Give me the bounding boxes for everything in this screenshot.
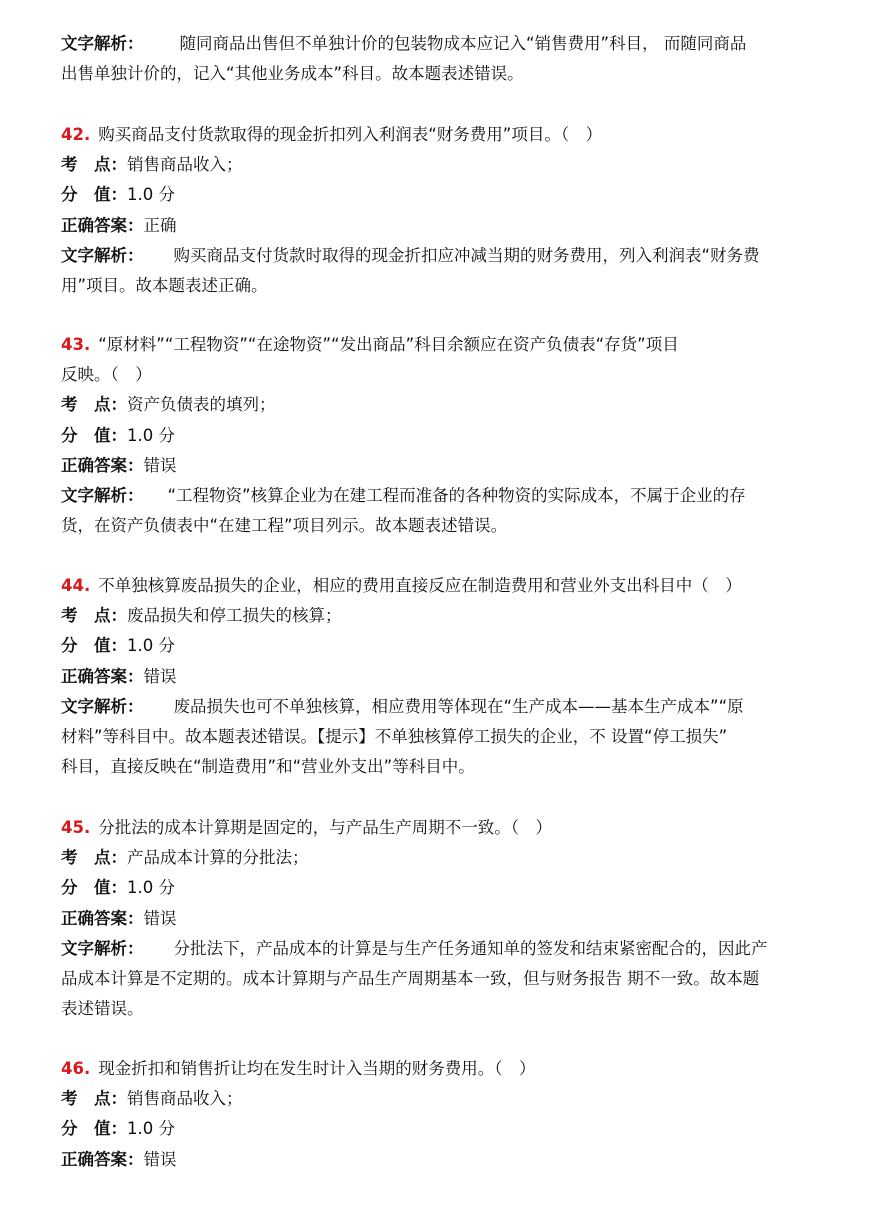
score-label: 分 值： bbox=[61, 636, 127, 655]
knowledge-point-value: 废品损失和停工损失的核算； bbox=[127, 606, 342, 625]
question-text-line bbox=[61, 817, 813, 839]
knowledge-point-value: 销售商品收入； bbox=[127, 155, 243, 174]
question-text: 不单独核算废品损失的企业，相应的费用直接反应在制造费用和营业外支出科目中（ ） bbox=[98, 576, 742, 595]
answer-label: 正确答案： bbox=[61, 667, 144, 686]
answer-row bbox=[61, 666, 813, 688]
knowledge-point-label: 考 点： bbox=[61, 848, 127, 867]
question-text-line bbox=[61, 334, 813, 356]
answer-row bbox=[61, 1149, 813, 1171]
knowledge-point-value: 销售商品收入； bbox=[127, 1089, 243, 1108]
answer-row bbox=[61, 215, 813, 237]
score-row bbox=[61, 877, 813, 899]
knowledge-point-label: 考 点： bbox=[61, 395, 127, 414]
analysis-line bbox=[61, 968, 813, 990]
score-value: 1.0 分 bbox=[127, 185, 175, 204]
question-text-line bbox=[61, 364, 813, 386]
knowledge-point-label: 考 点： bbox=[61, 155, 127, 174]
answer-value: 错误 bbox=[143, 909, 177, 928]
score-row bbox=[61, 425, 813, 447]
knowledge-point-row bbox=[61, 847, 813, 869]
intro-analysis-text-1: 随同商品出售但不单独计价的包装物成本应记入“销售费用”科目， 而随同商品 bbox=[179, 34, 747, 53]
score-value: 1.0 分 bbox=[127, 1119, 175, 1138]
score-label: 分 值： bbox=[61, 185, 127, 204]
knowledge-point-label: 考 点： bbox=[61, 1089, 127, 1108]
analysis-line bbox=[61, 756, 813, 778]
answer-value: 错误 bbox=[143, 667, 177, 686]
score-row bbox=[61, 184, 813, 206]
analysis-text: 科目，直接反映在“制造费用”和“营业外支出”等科目中。 bbox=[61, 757, 475, 776]
question-text: 现金折扣和销售折让均在发生时计入当期的财务费用。（ ） bbox=[98, 1059, 536, 1078]
analysis-text: 品成本计算是不定期的。成本计算期与产品生产周期基本一致，但与财务报告 期不一致。故本题 bbox=[61, 969, 760, 988]
knowledge-point-row bbox=[61, 394, 813, 416]
analysis-text: 材料”等科目中。故本题表述错误。【提示】不单独核算停工损失的企业，不 设置“停工损失” bbox=[61, 727, 728, 746]
analysis-text: 用”项目。故本题表述正确。 bbox=[61, 276, 268, 295]
answer-value: 错误 bbox=[143, 456, 177, 475]
question-number: 46. bbox=[61, 1059, 91, 1078]
question-number: 43. bbox=[61, 335, 91, 354]
analysis-label: 文字解析： bbox=[61, 939, 144, 958]
analysis-text: 购买商品支付货款时取得的现金折扣应冲减当期的财务费用，列入利润表“财务费 bbox=[173, 246, 760, 265]
analysis-text: 分批法下，产品成本的计算是与生产任务通知单的签发和结束紧密配合的，因此产 bbox=[173, 939, 768, 958]
question-text: “原材料”“工程物资”“在途物资”“发出商品”科目余额应在资产负债表“存货”项目 bbox=[98, 335, 679, 354]
analysis-line bbox=[61, 275, 813, 297]
score-label: 分 值： bbox=[61, 878, 127, 897]
analysis-line bbox=[61, 696, 813, 718]
question-number: 45. bbox=[61, 818, 91, 837]
knowledge-point-value: 产品成本计算的分批法； bbox=[127, 848, 309, 867]
analysis-text: 货，在资产负债表中“在建工程”项目列示。故本题表述错误。 bbox=[61, 516, 508, 535]
answer-value: 正确 bbox=[143, 216, 177, 235]
question-text-line bbox=[61, 575, 813, 597]
answer-label: 正确答案： bbox=[61, 909, 144, 928]
question-text-line bbox=[61, 124, 813, 146]
answer-row bbox=[61, 455, 813, 477]
analysis-text: 表述错误。 bbox=[61, 999, 144, 1018]
intro-analysis-line-2: 出售单独计价的，记入“其他业务成本”科目。故本题表述错误。 bbox=[61, 64, 524, 83]
analysis-line bbox=[61, 245, 813, 267]
analysis-label: 文字解析： bbox=[61, 246, 144, 265]
knowledge-point-label: 考 点： bbox=[61, 606, 127, 625]
knowledge-point-row bbox=[61, 154, 813, 176]
answer-value: 错误 bbox=[143, 1150, 177, 1169]
question-text: 反映。（ ） bbox=[61, 365, 152, 384]
analysis-line bbox=[61, 515, 813, 537]
score-row bbox=[61, 1118, 813, 1140]
question-text-line bbox=[61, 1058, 813, 1080]
knowledge-point-row bbox=[61, 1088, 813, 1110]
score-row bbox=[61, 635, 813, 657]
answer-label: 正确答案： bbox=[61, 216, 144, 235]
analysis-text: “工程物资”核算企业为在建工程而准备的各种物资的实际成本，不属于企业的存 bbox=[167, 486, 746, 505]
analysis-label: 文字解析： bbox=[61, 697, 144, 716]
knowledge-point-value: 资产负债表的填列； bbox=[127, 395, 276, 414]
answer-label: 正确答案： bbox=[61, 1150, 144, 1169]
analysis-text: 废品损失也可不单独核算，相应费用等体现在“生产成本——基本生产成本”“原 bbox=[173, 697, 744, 716]
answer-row bbox=[61, 908, 813, 930]
score-value: 1.0 分 bbox=[127, 426, 175, 445]
analysis-line bbox=[61, 485, 813, 507]
question-text: 购买商品支付货款取得的现金折扣列入利润表“财务费用”项目。（ ） bbox=[98, 125, 603, 144]
analysis-label: 文字解析： bbox=[61, 34, 144, 53]
analysis-line bbox=[61, 938, 813, 960]
score-label: 分 值： bbox=[61, 426, 127, 445]
score-label: 分 值： bbox=[61, 1119, 127, 1138]
analysis-line bbox=[61, 998, 813, 1020]
knowledge-point-row bbox=[61, 605, 813, 627]
score-value: 1.0 分 bbox=[127, 878, 175, 897]
analysis-line bbox=[61, 726, 813, 748]
score-value: 1.0 分 bbox=[127, 636, 175, 655]
question-number: 42. bbox=[61, 125, 91, 144]
analysis-label: 文字解析： bbox=[61, 486, 144, 505]
answer-label: 正确答案： bbox=[61, 456, 144, 475]
intro-analysis-line-1 bbox=[61, 33, 813, 55]
question-number: 44. bbox=[61, 576, 91, 595]
question-text: 分批法的成本计算期是固定的，与产品生产周期不一致。（ ） bbox=[98, 818, 552, 837]
